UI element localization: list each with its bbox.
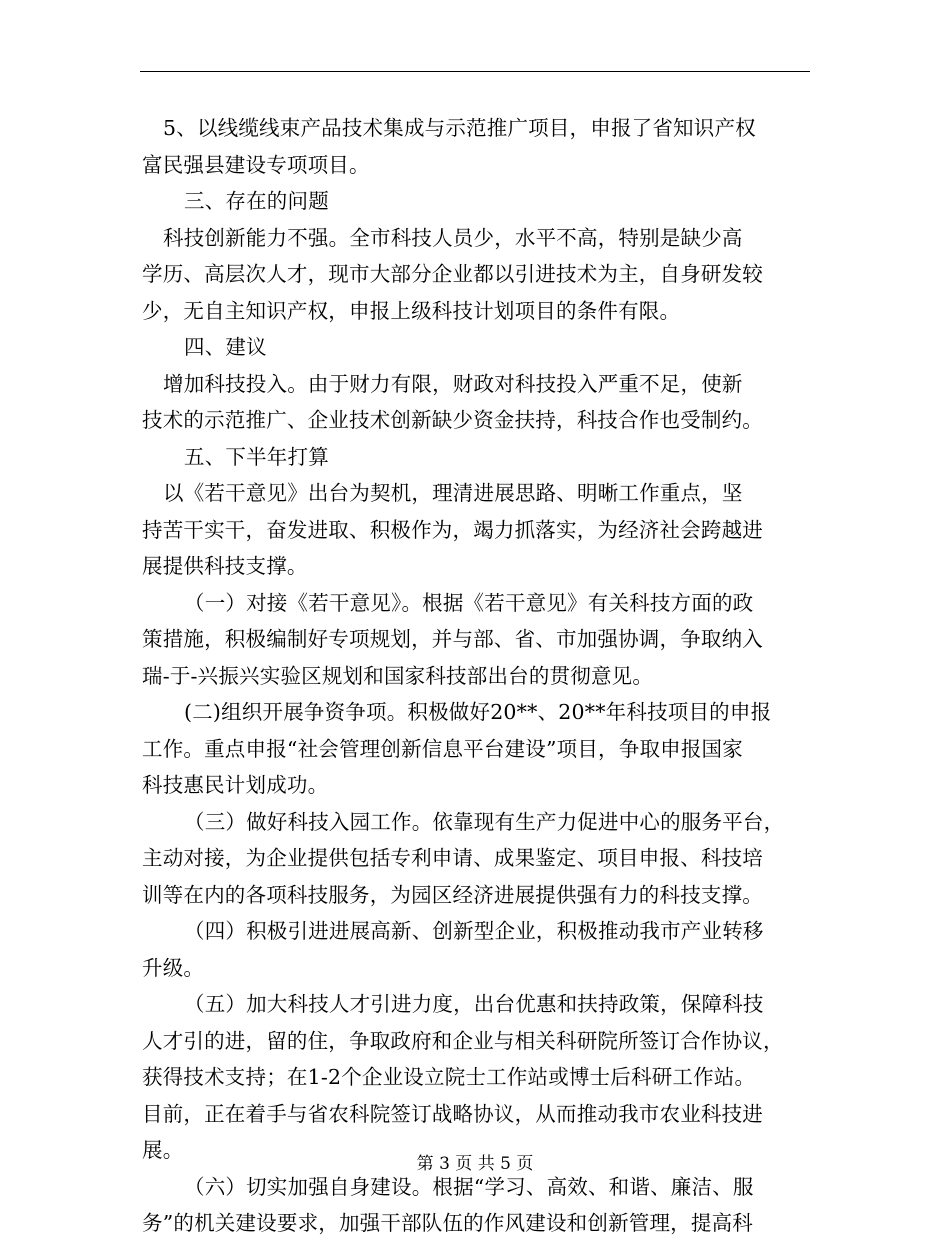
- text-line: 人才引的进，留的住，争取政府和企业与相关科研院所签订合作协议，: [142, 1028, 784, 1053]
- text-line: （四）积极引进进展高新、创新型企业，积极推动我市产业转移: [184, 919, 764, 943]
- text-line: 务”的机关建设要求，加强干部队伍的作风建设和创新管理，提高科: [142, 1211, 753, 1235]
- text-line: 科技创新能力不强。全市科技人员少，水平不高，特别是缺少高: [163, 225, 743, 250]
- text-line: 富民强县建设专项项目。: [142, 152, 370, 177]
- text-line: 展提供科技支撑。: [142, 554, 308, 578]
- text-line: 少，无自主知识产权，申报上级科技计划项目的条件有限。: [142, 298, 681, 323]
- text-line: 持苦干实干，奋发进取、积极作为，竭力抓落实，为经济社会跨越进: [142, 517, 763, 542]
- text-line: 增加科技投入。由于财力有限，财政对科技投入严重不足，使新: [163, 371, 743, 396]
- text-line: (二)组织开展争资争项。积极做好20**、20**年科技项目的申报: [184, 700, 772, 724]
- text-line: 训等在内的各项科技服务，为园区经济进展提供强有力的科技支撑。: [142, 882, 763, 907]
- text-line: 获得技术支持；在1-2个企业设立院士工作站或博士后科研工作站。: [142, 1065, 756, 1089]
- text-line: （一）对接《若干意见》。根据《若干意见》有关科技方面的政: [184, 590, 754, 615]
- text-line: 策措施，积极编制好专项规划，并与部、省、市加强协调，争取纳入: [142, 627, 763, 651]
- text-line: 升级。: [142, 955, 205, 980]
- page-number-footer: 第 3 页 共 5 页: [416, 1154, 534, 1174]
- text-line: 技术的示范推广、企业技术创新缺少资金扶持，科技合作也受制约。: [142, 408, 763, 432]
- text-line: 目前，正在着手与省农科院签订战略协议，从而推动我市农业科技进: [142, 1101, 763, 1126]
- text-line: 以《若干意见》出台为契机，理清进展思路、明晰工作重点，坚: [163, 481, 743, 505]
- text-line: 四、建议: [184, 335, 267, 359]
- header-rule: [140, 71, 810, 72]
- text-line: 主动对接，为企业提供包括专利申请、成果鉴定、项目申报、科技培: [142, 846, 763, 870]
- text-line: 瑞-于-兴振兴实验区规划和国家科技部出台的贯彻意见。: [142, 663, 654, 688]
- text-line: 学历、高层次人才，现市大部分企业都以引进技术为主，自身研发较: [142, 262, 763, 286]
- text-line: 展。: [142, 1138, 184, 1162]
- text-line: （六）切实加强自身建设。根据“学习、高效、和谐、廉洁、服: [184, 1174, 754, 1199]
- text-line: （三）做好科技入园工作。依靠现有生产力促进中心的服务平台，: [184, 809, 785, 834]
- text-line: 5、以线缆线束产品技术集成与示范推广项目，申报了省知识产权: [163, 116, 756, 140]
- text-line: 三、存在的问题: [184, 189, 329, 213]
- text-line: 五、下半年打算: [184, 444, 329, 469]
- text-line: （五）加大科技人才引进力度，出台优惠和扶持政策，保障科技: [184, 992, 764, 1016]
- text-line: 工作。重点申报“社会管理创新信息平台建设”项目，争取申报国家: [142, 736, 743, 761]
- text-line: 科技惠民计划成功。: [142, 773, 329, 797]
